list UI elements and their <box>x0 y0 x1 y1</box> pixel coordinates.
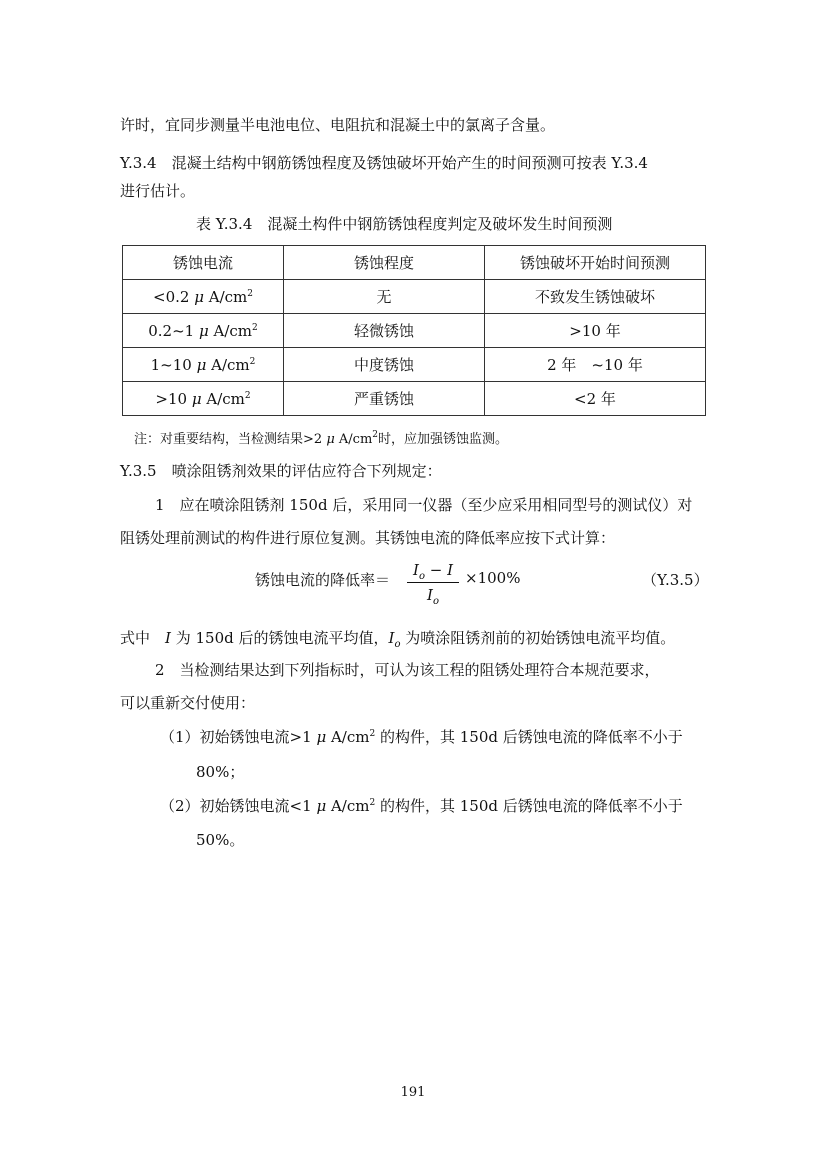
table-row <box>123 314 706 348</box>
subitem-1: （1）初始锈蚀电流>1 μ $A/cm^2$ 的构件，其 150d 后锈蚀电流的降低率不小于 <box>160 728 683 746</box>
header-time: 锈蚀破坏开始时间预测 <box>485 246 706 280</box>
formula-label: （Y.3.5） <box>642 571 709 589</box>
formula-denominator: $I_o$ <box>427 586 439 607</box>
table-row <box>123 348 706 382</box>
paragraph-y34-line1: Y.3.4 混凝土结构中钢筋锈蚀程度及锈蚀破坏开始产生的时间预测可按表 Y.3.4 <box>120 154 648 172</box>
formula-where-clause: 式中 I 为 150d 后的锈蚀电流平均值，$I_o$ 为喷涂阻锈剂前的初始锈蚀电流平均值。 <box>120 629 676 650</box>
item-2-line1: 2 当检测结果达到下列指标时，可认为该工程的阻锈处理符合本规范要求， <box>155 661 660 679</box>
table-row <box>123 280 706 314</box>
cell-current: >10 μ $A/cm^2$ <box>123 382 284 416</box>
cell-degree: 严重锈蚀 <box>284 382 485 416</box>
cell-current: 0.2~1 μ $A/cm^2$ <box>123 314 284 348</box>
item-1-line2: 阻锈处理前测试的构件进行原位复测。其锈蚀电流的降低率应按下式计算： <box>120 529 616 547</box>
page-number: 191 <box>400 1085 426 1100</box>
table-caption: 表 Y.3.4 混凝土构件中钢筋锈蚀程度判定及破坏发生时间预测 <box>196 215 613 233</box>
formula-numerator: $I_o - I$ <box>413 561 453 582</box>
table-note: 注：对重要结构，当检测结果>2 μ $A/cm^2$时，应加强锈蚀监测。 <box>134 430 509 447</box>
paragraph-p1: 许时，宜同步测量半电池电位、电阻抗和混凝土中的氯离子含量。 <box>120 116 556 134</box>
header-degree: 锈蚀程度 <box>284 246 485 280</box>
cell-time: <2 年 <box>485 382 706 416</box>
section-y35-heading: Y.3.5 喷涂阻锈剂效果的评估应符合下列规定： <box>120 462 442 480</box>
fraction-bar <box>407 582 459 583</box>
formula-fraction <box>405 560 461 605</box>
header-current: 锈蚀电流 <box>123 246 284 280</box>
formula-multiplier: ×100% <box>465 569 521 587</box>
cell-current: <0.2 μ $A/cm^2$ <box>123 280 284 314</box>
cell-time: 不致发生锈蚀破坏 <box>485 280 706 314</box>
table-header-row <box>123 246 706 280</box>
subitem-2: （2）初始锈蚀电流<1 μ $A/cm^2$ 的构件，其 150d 后锈蚀电流的降低率不小于 <box>160 797 683 815</box>
item-2-line2: 可以重新交付使用： <box>120 694 256 712</box>
table-row <box>123 382 706 416</box>
formula-lhs: 锈蚀电流的降低率＝ <box>255 571 391 589</box>
item-1-line1: 1 应在喷涂阻锈剂 150d 后，采用同一仪器（至少应采用相同型号的测试仪）对 <box>155 496 693 514</box>
cell-degree: 无 <box>284 280 485 314</box>
subitem-1-cont: 80%； <box>196 763 245 781</box>
subitem-2-cont: 50%。 <box>196 831 245 849</box>
cell-degree: 轻微锈蚀 <box>284 314 485 348</box>
cell-time: >10 年 <box>485 314 706 348</box>
cell-degree: 中度锈蚀 <box>284 348 485 382</box>
corrosion-table <box>122 245 706 416</box>
paragraph-y34-line2: 进行估计。 <box>120 182 196 200</box>
cell-time: 2 年 ~10 年 <box>485 348 706 382</box>
cell-current: 1~10 μ $A/cm^2$ <box>123 348 284 382</box>
